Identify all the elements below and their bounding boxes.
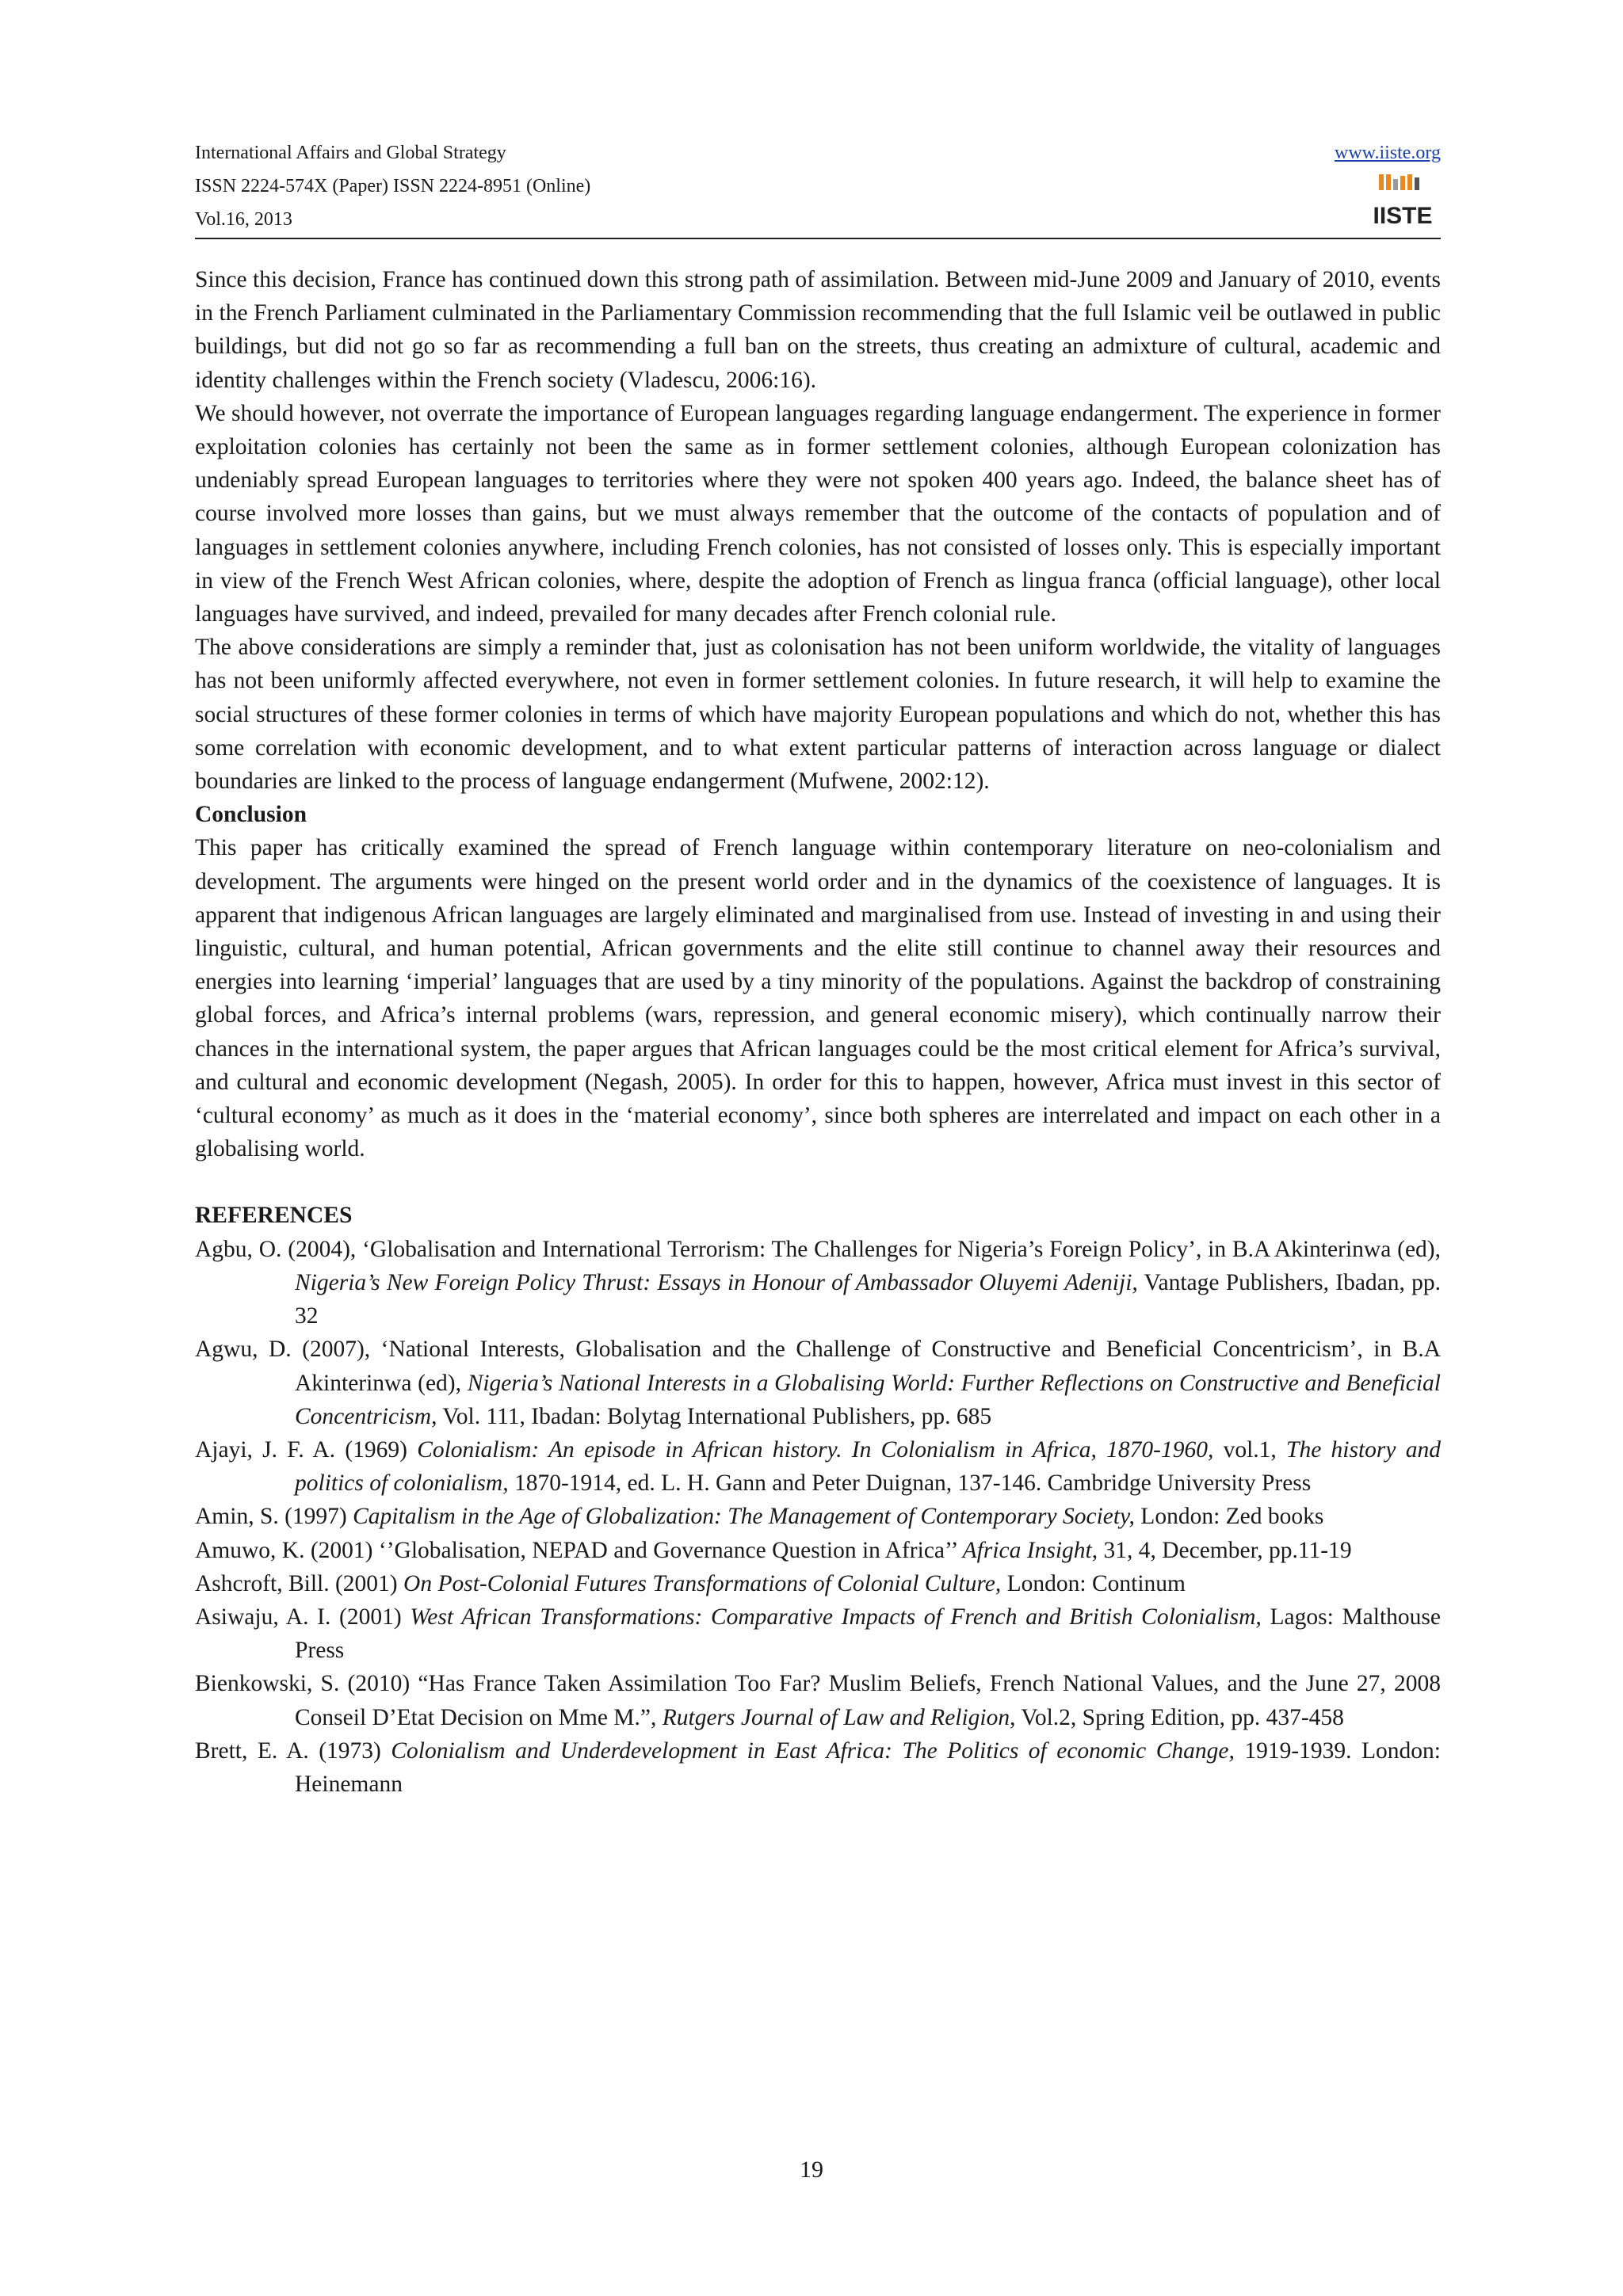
reference-item: Amin, S. (1997) Capitalism in the Age of Globalization: The Management of Contemporary Society, London: Zed books <box>195 1504 1324 1530</box>
reference-item: Brett, E. A. (1973) Colonialism and Underdevelopment in East Africa: The Politics of economic Change, 1919-1939. London: Heinemann <box>195 1737 1441 1797</box>
paragraph: Since this decision, France has continued down this strong path of assimilation. Between mid-June 2009 and January of 2010, events in the French Parliament culminated in the Parliamentary Commission recommending that the full Islamic veil be outlawed in public buildings, but did not go so far as recommending a full ban on the streets, thus creating an admixture of cultural, academic and identity challenges within the French society (Vladescu, 2006:16). <box>195 267 1441 393</box>
issn-line: ISSN 2224-574X (Paper) ISSN 2224-8951 (Online) <box>195 176 591 196</box>
reference-item: Agwu, D. (2007), ‘National Interests, Globalisation and the Challenge of Constructive and Beneficial Concentricism’, in B.A Akinterinwa (ed), Nigeria’s National Interests in a Globalising World: Further Reflections on Constructive and Beneficial Concentricism, Vol. 111, Ibadan: Bolytag International Publishers, pp. 685 <box>195 1337 1442 1429</box>
reference-item: Amuwo, K. (2001) ‘’Globalisation, NEPAD and Governance Question in Africa’’ Africa Insight, 31, 4, December, pp.11-19 <box>195 1537 1352 1563</box>
iiste-logo <box>1373 173 1433 229</box>
paragraph: The above considerations are simply a reminder that, just as colonisation has not been uniform worldwide, the vitality of languages has not been uniformly affected everywhere, not even in former settlement colonies. In future research, it will help to examine the social structures of these former colonies in terms of which have majority European populations and which do not, whether this has some correlation with economic development, and to what extent particular patterns of interaction across language or dialect boundaries are linked to the process of language endangerment (Mufwene, 2002:12). <box>195 635 1441 795</box>
article-body <box>195 263 1441 1801</box>
section-heading-conclusion: Conclusion <box>195 802 307 828</box>
header-rule <box>195 238 1441 239</box>
reference-item: Asiwaju, A. I. (2001) West African Transformations: Comparative Impacts of French and British Colonialism, Lagos: Malthouse Press <box>195 1604 1441 1664</box>
page-number: 19 <box>800 2157 823 2183</box>
references-heading: REFERENCES <box>195 1203 353 1229</box>
paragraph: We should however, not overrate the importance of European languages regarding language endangerment. The experience in former exploitation colonies has certainly not been the same as in former settlement colonies, although European colonization has undeniably spread European languages to territories where they were not spoken 400 years ago. Indeed, the balance sheet has of course involved more losses than gains, but we must always remember that the outcome of the contacts of population and of languages in settlement colonies anywhere, including French colonies, has not consisted of losses only. This is especially important in view of the French West African colonies, where, despite the adoption of French as lingua franca (official language), other local languages have survived, and indeed, prevailed for many decades after French colonial rule. <box>195 400 1441 627</box>
website-link[interactable]: www.iiste.org <box>1335 143 1441 163</box>
journal-title: International Affairs and Global Strategy <box>195 143 506 163</box>
svg-text:IISTE: IISTE <box>1373 203 1433 229</box>
volume-line: Vol.16, 2013 <box>195 209 292 230</box>
reference-item: Bienkowski, S. (2010) “Has France Taken Assimilation Too Far? Muslim Beliefs, French National Values, and the June 27, 2008 Conseil D’Etat Decision on Mme M.”, Rutgers Journal of Law and Religion, Vol.2, Spring Edition, pp. 437-458 <box>195 1671 1441 1730</box>
reference-item: Ashcroft, Bill. (2001) On Post-Colonial Futures Transformations of Colonial Culture, London: Continum <box>195 1570 1186 1596</box>
page-header <box>195 136 1441 239</box>
conclusion-paragraph: This paper has critically examined the spread of French language within contemporary literature on neo-colonialism and development. The arguments were hinged on the present world order and in the dynamics of the coexistence of languages. It is apparent that indigenous African languages are largely eliminated and marginalised from use. Instead of investing in and using their linguistic, cultural, and human potential, African governments and the elite still continue to channel away their resources and energies into learning ‘imperial’ languages that are used by a tiny minority of the populations. Against the backdrop of constraining global forces, and Africa’s internal problems (wars, repression, and general economic misery), which continually narrow their chances in the international system, the paper argues that African languages could be the most critical element for Africa’s survival, and cultural and economic development (Negash, 2005). In order for this to happen, however, Africa must invest in this sector of ‘cultural economy’ as much as it does in the ‘material economy’, since both spheres are interrelated and impact on each other in a globalising world. <box>195 835 1441 1162</box>
reference-item: Agbu, O. (2004), ‘Globalisation and International Terrorism: The Challenges for Nigeria’s Foreign Policy’, in B.A Akinterinwa (ed), Nigeria’s New Foreign Policy Thrust: Essays in Honour of Ambassador Oluyemi Adeniji, Vantage Publishers, Ibadan, pp. 32 <box>195 1236 1442 1329</box>
reference-list <box>195 1233 1441 1801</box>
reference-item: Ajayi, J. F. A. (1969) Colonialism: An episode in African history. In Colonialism in Africa, 1870-1960, vol.1, The history and politics of colonialism, 1870-1914, ed. L. H. Gann and Peter Duignan, 137-146. Cambridge University Press <box>195 1436 1442 1497</box>
